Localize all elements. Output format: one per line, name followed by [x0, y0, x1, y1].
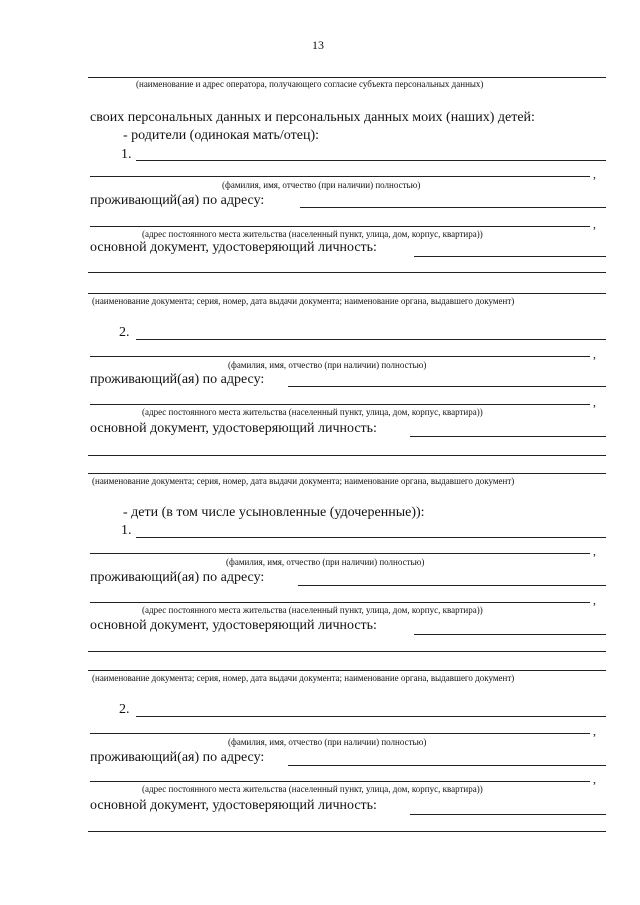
- parent2-doc-label: основной документ, удостоверяющий личность:: [90, 421, 377, 436]
- parent1-address-field-cont[interactable]: [90, 226, 590, 227]
- child1-doc-field-cont2[interactable]: [88, 670, 606, 671]
- comma: ,: [593, 347, 596, 361]
- comma: ,: [593, 772, 596, 786]
- child1-residing-label: проживающий(ая) по адресу:: [90, 570, 265, 585]
- parent1-name-field[interactable]: [136, 160, 606, 161]
- parent2-address-field-cont[interactable]: [90, 404, 590, 405]
- child2-residing-label: проживающий(ая) по адресу:: [90, 750, 265, 765]
- parent1-number: 1.: [121, 147, 132, 162]
- parent1-doc-caption: (наименование документа; серия, номер, дата выдачи документа; наименование органа, выдавшего документ): [92, 296, 515, 306]
- page-number: 13: [312, 38, 324, 52]
- child1-doc-field-cont[interactable]: [88, 651, 606, 652]
- parent2-doc-field-cont[interactable]: [88, 455, 606, 456]
- child2-doc-field-cont[interactable]: [88, 831, 606, 832]
- child2-name-field-cont[interactable]: [90, 733, 590, 734]
- child2-fio-caption: (фамилия, имя, отчество (при наличии) полностью): [228, 737, 427, 747]
- comma: ,: [593, 724, 596, 738]
- child2-address-caption: (адрес постоянного места жительства (населенный пункт, улица, дом, корпус, квартира)): [142, 784, 483, 794]
- comma: ,: [593, 167, 596, 181]
- child1-doc-caption: (наименование документа; серия, номер, дата выдачи документа; наименование органа, выдавшего документ): [92, 673, 515, 683]
- parent1-doc-label: основной документ, удостоверяющий личность:: [90, 240, 377, 255]
- parent1-doc-field[interactable]: [414, 256, 606, 257]
- parent2-address-field[interactable]: [288, 386, 606, 387]
- children-heading: - дети (в том числе усыновленные (удочеренные)):: [123, 505, 425, 520]
- parent2-residing-label: проживающий(ая) по адресу:: [90, 372, 265, 387]
- child1-doc-label: основной документ, удостоверяющий личность:: [90, 618, 377, 633]
- comma: ,: [593, 544, 596, 558]
- child1-name-field-cont[interactable]: [90, 553, 590, 554]
- child2-name-field[interactable]: [136, 716, 606, 717]
- child1-number: 1.: [121, 523, 132, 538]
- parents-heading: - родители (одинокая мать/отец):: [123, 128, 319, 143]
- child1-name-field[interactable]: [136, 537, 606, 538]
- parent2-address-caption: (адрес постоянного места жительства (населенный пункт, улица, дом, корпус, квартира)): [142, 407, 483, 417]
- child1-address-field[interactable]: [298, 585, 606, 586]
- parent2-name-field-cont[interactable]: [90, 356, 590, 357]
- child2-address-field[interactable]: [288, 765, 606, 766]
- parent2-fio-caption: (фамилия, имя, отчество (при наличии) полностью): [228, 360, 427, 370]
- intro-text: своих персональных данных и персональных данных моих (наших) детей:: [90, 110, 535, 125]
- parent1-address-field[interactable]: [300, 207, 606, 208]
- comma: ,: [593, 593, 596, 607]
- parent1-fio-caption: (фамилия, имя, отчество (при наличии) полностью): [222, 180, 421, 190]
- parent1-residing-label: проживающий(ая) по адресу:: [90, 193, 265, 208]
- child1-doc-field[interactable]: [414, 634, 606, 635]
- parent2-doc-field-cont2[interactable]: [88, 473, 606, 474]
- child2-address-field-cont[interactable]: [90, 781, 590, 782]
- child1-address-field-cont[interactable]: [90, 602, 590, 603]
- operator-field[interactable]: [88, 77, 606, 78]
- parent2-doc-field[interactable]: [410, 436, 606, 437]
- parent2-number: 2.: [119, 325, 130, 340]
- child2-number: 2.: [119, 702, 130, 717]
- comma: ,: [593, 395, 596, 409]
- comma: ,: [593, 217, 596, 231]
- parent1-name-field-cont[interactable]: [90, 176, 590, 177]
- parent1-doc-field-cont[interactable]: [88, 272, 606, 273]
- parent1-doc-field-cont2[interactable]: [88, 293, 606, 294]
- parent2-name-field[interactable]: [136, 339, 606, 340]
- child2-doc-label: основной документ, удостоверяющий личность:: [90, 798, 377, 813]
- child1-fio-caption: (фамилия, имя, отчество (при наличии) полностью): [226, 557, 425, 567]
- parent1-address-caption: (адрес постоянного места жительства (населенный пункт, улица, дом, корпус, квартира)): [142, 229, 483, 239]
- child2-doc-field[interactable]: [410, 814, 606, 815]
- child1-address-caption: (адрес постоянного места жительства (населенный пункт, улица, дом, корпус, квартира)): [142, 605, 483, 615]
- parent2-doc-caption: (наименование документа; серия, номер, дата выдачи документа; наименование органа, выдавшего документ): [92, 476, 515, 486]
- operator-caption: (наименование и адрес оператора, получающего согласие субъекта персональных данных): [136, 79, 484, 89]
